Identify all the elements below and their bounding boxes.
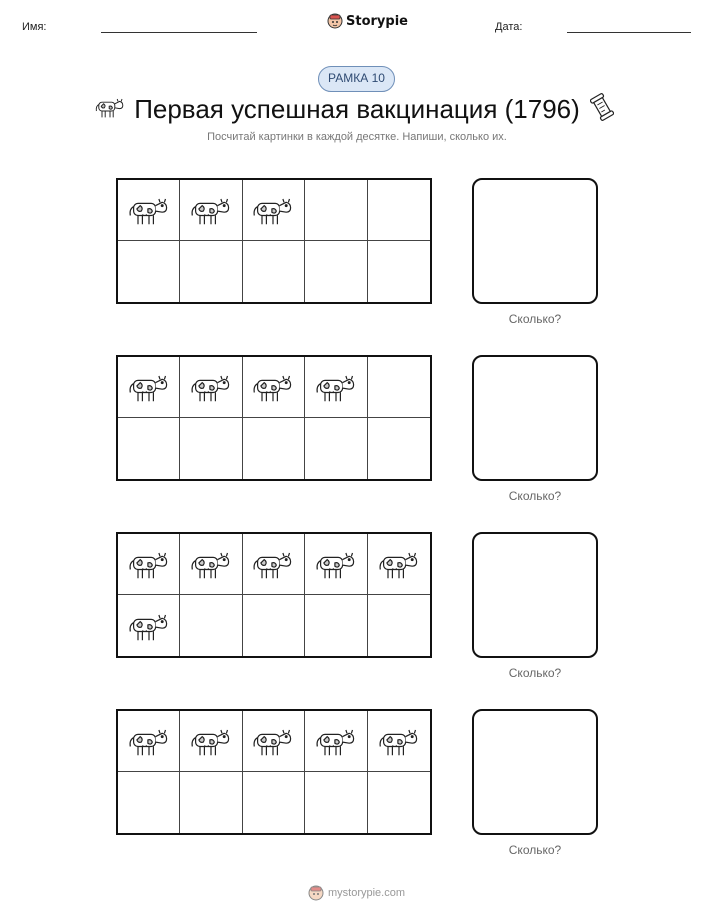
brand-name: Storypie: [346, 13, 408, 29]
cow-icon: [189, 192, 233, 228]
cow-icon: [251, 369, 295, 405]
cow-icon: [377, 723, 421, 759]
frame-cell: [180, 595, 242, 656]
frame-cell: [180, 711, 242, 772]
frame-cell: [118, 711, 180, 772]
cow-icon: [189, 546, 233, 582]
brand-logo: [327, 13, 408, 29]
frame-cell: [243, 241, 305, 302]
frame-cell: [243, 711, 305, 772]
cow-icon: [251, 192, 295, 228]
storypie-logo-icon: [327, 13, 343, 29]
storypie-logo-icon: [308, 885, 324, 901]
cow-icon: [314, 723, 358, 759]
frame-cell: [243, 357, 305, 418]
cow-icon: [94, 94, 126, 120]
frame-cell: [305, 534, 367, 595]
ten-frame: [116, 355, 432, 481]
frame-cell: [243, 534, 305, 595]
cow-icon: [251, 546, 295, 582]
answer-box[interactable]: [472, 178, 598, 304]
frame-cell: [180, 534, 242, 595]
frame-cell: [368, 180, 430, 241]
frame-cell: [180, 241, 242, 302]
frame-cell: [368, 595, 430, 656]
frame-cell: [180, 418, 242, 479]
frame-cell: [243, 180, 305, 241]
instructions: Посчитай картинки в каждой десятке. Напиши, сколько их.: [207, 131, 507, 143]
frame-cell: [368, 357, 430, 418]
cow-icon: [127, 608, 171, 644]
frame-cell: [243, 595, 305, 656]
answer-label: Сколько?: [508, 843, 562, 857]
frame-cell: [118, 595, 180, 656]
frame-cell: [118, 241, 180, 302]
frame-cell: [305, 241, 367, 302]
cow-icon: [189, 723, 233, 759]
frame-cell: [305, 180, 367, 241]
frame-cell: [368, 534, 430, 595]
frame-cell: [243, 418, 305, 479]
frame-cell: [368, 418, 430, 479]
frame-cell: [305, 711, 367, 772]
ten-frame: [116, 178, 432, 304]
date-line[interactable]: [567, 32, 691, 33]
frame-badge: РАМКА 10: [318, 66, 395, 92]
frame-cell: [118, 180, 180, 241]
frame-cell: [305, 357, 367, 418]
answer-label: Сколько?: [508, 489, 562, 503]
cow-icon: [127, 546, 171, 582]
name-label: Имя:: [22, 21, 47, 33]
frame-cell: [180, 180, 242, 241]
cow-icon: [251, 723, 295, 759]
frame-cell: [305, 772, 367, 833]
ten-frame: [116, 532, 432, 658]
cow-icon: [314, 369, 358, 405]
frame-cell: [180, 357, 242, 418]
vaccine-scroll-icon: [590, 93, 614, 121]
date-label: Дата:: [495, 21, 523, 33]
answer-label: Сколько?: [508, 312, 562, 326]
answer-box[interactable]: [472, 709, 598, 835]
cow-icon: [314, 546, 358, 582]
answer-label: Сколько?: [508, 666, 562, 680]
cow-icon: [127, 192, 171, 228]
answer-box[interactable]: [472, 355, 598, 481]
page-title: Первая успешная вакцинация (1796): [134, 94, 580, 124]
frame-cell: [118, 772, 180, 833]
frame-cell: [305, 418, 367, 479]
frame-cell: [368, 772, 430, 833]
cow-icon: [189, 369, 233, 405]
ten-frame: [116, 709, 432, 835]
footer-site: mystorypie.com: [328, 887, 406, 899]
cow-icon: [127, 723, 171, 759]
frame-cell: [118, 418, 180, 479]
frame-cell: [118, 357, 180, 418]
cow-icon: [377, 546, 421, 582]
frame-cell: [368, 711, 430, 772]
frame-cell: [118, 534, 180, 595]
footer: [308, 885, 405, 901]
name-line[interactable]: [101, 32, 257, 33]
cow-icon: [127, 369, 171, 405]
frame-cell: [305, 595, 367, 656]
answer-box[interactable]: [472, 532, 598, 658]
frame-cell: [180, 772, 242, 833]
frame-cell: [243, 772, 305, 833]
frame-cell: [368, 241, 430, 302]
